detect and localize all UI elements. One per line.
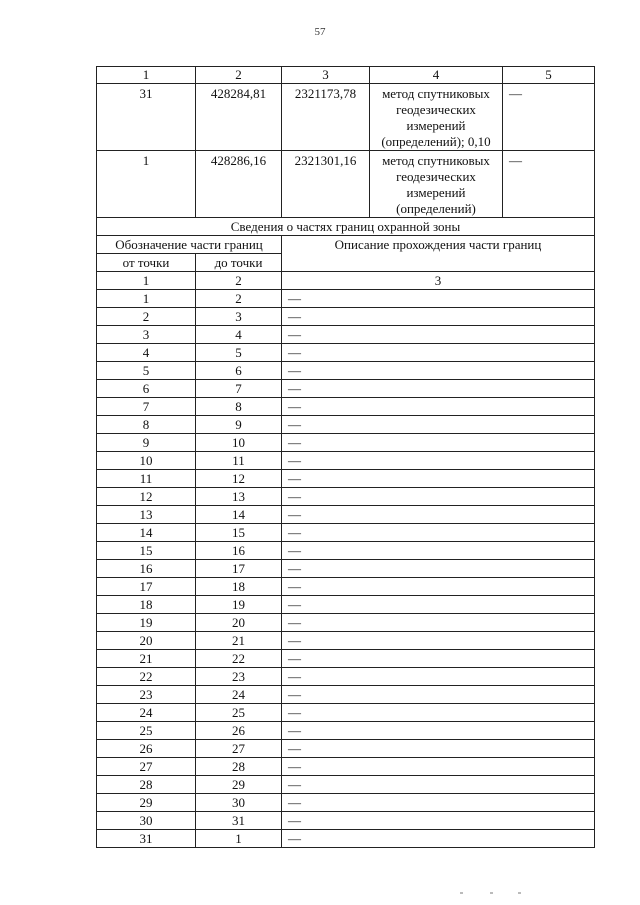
designation-header: Обозначение части границ bbox=[97, 236, 282, 254]
segment-from: 22 bbox=[97, 668, 196, 686]
segment-description: — bbox=[282, 524, 595, 542]
table-row bbox=[97, 524, 595, 542]
section-title: Сведения о частях границ охранной зоны bbox=[97, 218, 595, 236]
segment-to: 4 bbox=[196, 326, 282, 344]
coord-point: 31 bbox=[97, 84, 196, 151]
col-num-4: 4 bbox=[370, 67, 503, 84]
coord-extra: — bbox=[503, 84, 595, 151]
section-title-row bbox=[97, 218, 595, 236]
segment-to: 26 bbox=[196, 722, 282, 740]
segment-description: — bbox=[282, 794, 595, 812]
segment-to: 9 bbox=[196, 416, 282, 434]
segment-description: — bbox=[282, 398, 595, 416]
segment-description: — bbox=[282, 362, 595, 380]
segment-description: — bbox=[282, 470, 595, 488]
segment-to: 24 bbox=[196, 686, 282, 704]
table-row bbox=[97, 686, 595, 704]
segment-to: 28 bbox=[196, 758, 282, 776]
segment-description: — bbox=[282, 434, 595, 452]
segment-from: 30 bbox=[97, 812, 196, 830]
segment-from: 1 bbox=[97, 290, 196, 308]
table-row bbox=[97, 650, 595, 668]
boundary-table bbox=[96, 66, 595, 848]
table-row bbox=[97, 488, 595, 506]
segment-from: 26 bbox=[97, 740, 196, 758]
segment-from: 9 bbox=[97, 434, 196, 452]
table-row bbox=[97, 398, 595, 416]
segment-description: — bbox=[282, 812, 595, 830]
table-row bbox=[97, 578, 595, 596]
col-num-1: 1 bbox=[97, 67, 196, 84]
segment-description: — bbox=[282, 740, 595, 758]
coord-x: 428284,81 bbox=[196, 84, 282, 151]
table-row bbox=[97, 596, 595, 614]
segment-to: 20 bbox=[196, 614, 282, 632]
section-col-num-2: 2 bbox=[196, 272, 282, 290]
segment-to: 12 bbox=[196, 470, 282, 488]
col-num-2: 2 bbox=[196, 67, 282, 84]
table-row bbox=[97, 452, 595, 470]
segment-description: — bbox=[282, 686, 595, 704]
coord-point: 1 bbox=[97, 151, 196, 218]
table-row bbox=[97, 326, 595, 344]
section-col-num-row bbox=[97, 272, 595, 290]
scan-marks bbox=[460, 892, 540, 898]
segment-description: — bbox=[282, 758, 595, 776]
table-row bbox=[97, 470, 595, 488]
segment-from: 14 bbox=[97, 524, 196, 542]
section-col-num-3: 3 bbox=[282, 272, 595, 290]
segment-to: 10 bbox=[196, 434, 282, 452]
table-row bbox=[97, 794, 595, 812]
table-row bbox=[97, 380, 595, 398]
table-row bbox=[97, 740, 595, 758]
segment-from: 13 bbox=[97, 506, 196, 524]
coord-method: метод спутниковых геодезических измерений (определений) bbox=[370, 151, 503, 218]
segment-from: 28 bbox=[97, 776, 196, 794]
segment-description: — bbox=[282, 632, 595, 650]
segment-description: — bbox=[282, 614, 595, 632]
col-num-3: 3 bbox=[282, 67, 370, 84]
segment-from: 18 bbox=[97, 596, 196, 614]
segment-from: 24 bbox=[97, 704, 196, 722]
coord-row bbox=[97, 84, 595, 151]
segment-to: 5 bbox=[196, 344, 282, 362]
segment-description: — bbox=[282, 830, 595, 848]
segment-description: — bbox=[282, 542, 595, 560]
segment-description: — bbox=[282, 452, 595, 470]
segment-from: 4 bbox=[97, 344, 196, 362]
segment-to: 16 bbox=[196, 542, 282, 560]
segment-to: 11 bbox=[196, 452, 282, 470]
segment-from: 11 bbox=[97, 470, 196, 488]
segment-from: 6 bbox=[97, 380, 196, 398]
column-number-row bbox=[97, 67, 595, 84]
table-row bbox=[97, 776, 595, 794]
segment-from: 19 bbox=[97, 614, 196, 632]
segment-to: 14 bbox=[196, 506, 282, 524]
table-row bbox=[97, 308, 595, 326]
segment-to: 23 bbox=[196, 668, 282, 686]
segment-from: 7 bbox=[97, 398, 196, 416]
table-row bbox=[97, 434, 595, 452]
segment-to: 19 bbox=[196, 596, 282, 614]
coord-x: 428286,16 bbox=[196, 151, 282, 218]
coord-method: метод спутниковых геодезических измерений (определений); 0,10 bbox=[370, 84, 503, 151]
segment-to: 18 bbox=[196, 578, 282, 596]
segment-from: 25 bbox=[97, 722, 196, 740]
segment-description: — bbox=[282, 416, 595, 434]
segment-to: 25 bbox=[196, 704, 282, 722]
table-row bbox=[97, 506, 595, 524]
segment-to: 17 bbox=[196, 560, 282, 578]
description-header: Описание прохождения части границ bbox=[282, 236, 595, 272]
segment-to: 6 bbox=[196, 362, 282, 380]
segment-to: 7 bbox=[196, 380, 282, 398]
segment-from: 17 bbox=[97, 578, 196, 596]
to-point-header: до точки bbox=[196, 254, 282, 272]
segment-from: 23 bbox=[97, 686, 196, 704]
segment-to: 3 bbox=[196, 308, 282, 326]
segment-description: — bbox=[282, 506, 595, 524]
coord-y: 2321173,78 bbox=[282, 84, 370, 151]
segment-from: 29 bbox=[97, 794, 196, 812]
segment-from: 2 bbox=[97, 308, 196, 326]
segment-from: 12 bbox=[97, 488, 196, 506]
segment-description: — bbox=[282, 596, 595, 614]
section-header-row bbox=[97, 236, 595, 254]
table-row bbox=[97, 542, 595, 560]
segment-description: — bbox=[282, 290, 595, 308]
table-row bbox=[97, 812, 595, 830]
col-num-5: 5 bbox=[503, 67, 595, 84]
segment-to: 30 bbox=[196, 794, 282, 812]
table-row bbox=[97, 416, 595, 434]
segment-description: — bbox=[282, 326, 595, 344]
segment-description: — bbox=[282, 578, 595, 596]
segment-from: 5 bbox=[97, 362, 196, 380]
segment-to: 13 bbox=[196, 488, 282, 506]
table-row bbox=[97, 560, 595, 578]
segment-from: 15 bbox=[97, 542, 196, 560]
table-row bbox=[97, 758, 595, 776]
table-row bbox=[97, 722, 595, 740]
segment-from: 10 bbox=[97, 452, 196, 470]
section-col-num-1: 1 bbox=[97, 272, 196, 290]
segment-to: 29 bbox=[196, 776, 282, 794]
segment-description: — bbox=[282, 722, 595, 740]
from-point-header: от точки bbox=[97, 254, 196, 272]
table-row bbox=[97, 290, 595, 308]
coord-y: 2321301,16 bbox=[282, 151, 370, 218]
table-row bbox=[97, 632, 595, 650]
coord-extra: — bbox=[503, 151, 595, 218]
segment-from: 3 bbox=[97, 326, 196, 344]
table-row bbox=[97, 830, 595, 848]
segment-description: — bbox=[282, 344, 595, 362]
segment-to: 15 bbox=[196, 524, 282, 542]
segment-to: 21 bbox=[196, 632, 282, 650]
segment-to: 22 bbox=[196, 650, 282, 668]
segment-from: 8 bbox=[97, 416, 196, 434]
segment-description: — bbox=[282, 704, 595, 722]
table-row bbox=[97, 362, 595, 380]
coord-row bbox=[97, 151, 595, 218]
segment-description: — bbox=[282, 560, 595, 578]
segment-to: 27 bbox=[196, 740, 282, 758]
segment-to: 1 bbox=[196, 830, 282, 848]
table-row bbox=[97, 344, 595, 362]
segment-from: 21 bbox=[97, 650, 196, 668]
page-number: 57 bbox=[314, 26, 326, 38]
table-row bbox=[97, 668, 595, 686]
segment-to: 8 bbox=[196, 398, 282, 416]
table-row bbox=[97, 704, 595, 722]
segment-to: 31 bbox=[196, 812, 282, 830]
segment-description: — bbox=[282, 380, 595, 398]
segment-from: 20 bbox=[97, 632, 196, 650]
segment-description: — bbox=[282, 650, 595, 668]
segment-from: 16 bbox=[97, 560, 196, 578]
segment-description: — bbox=[282, 776, 595, 794]
table-row bbox=[97, 614, 595, 632]
segment-to: 2 bbox=[196, 290, 282, 308]
segment-description: — bbox=[282, 668, 595, 686]
segment-from: 31 bbox=[97, 830, 196, 848]
segment-from: 27 bbox=[97, 758, 196, 776]
segment-description: — bbox=[282, 488, 595, 506]
segment-description: — bbox=[282, 308, 595, 326]
